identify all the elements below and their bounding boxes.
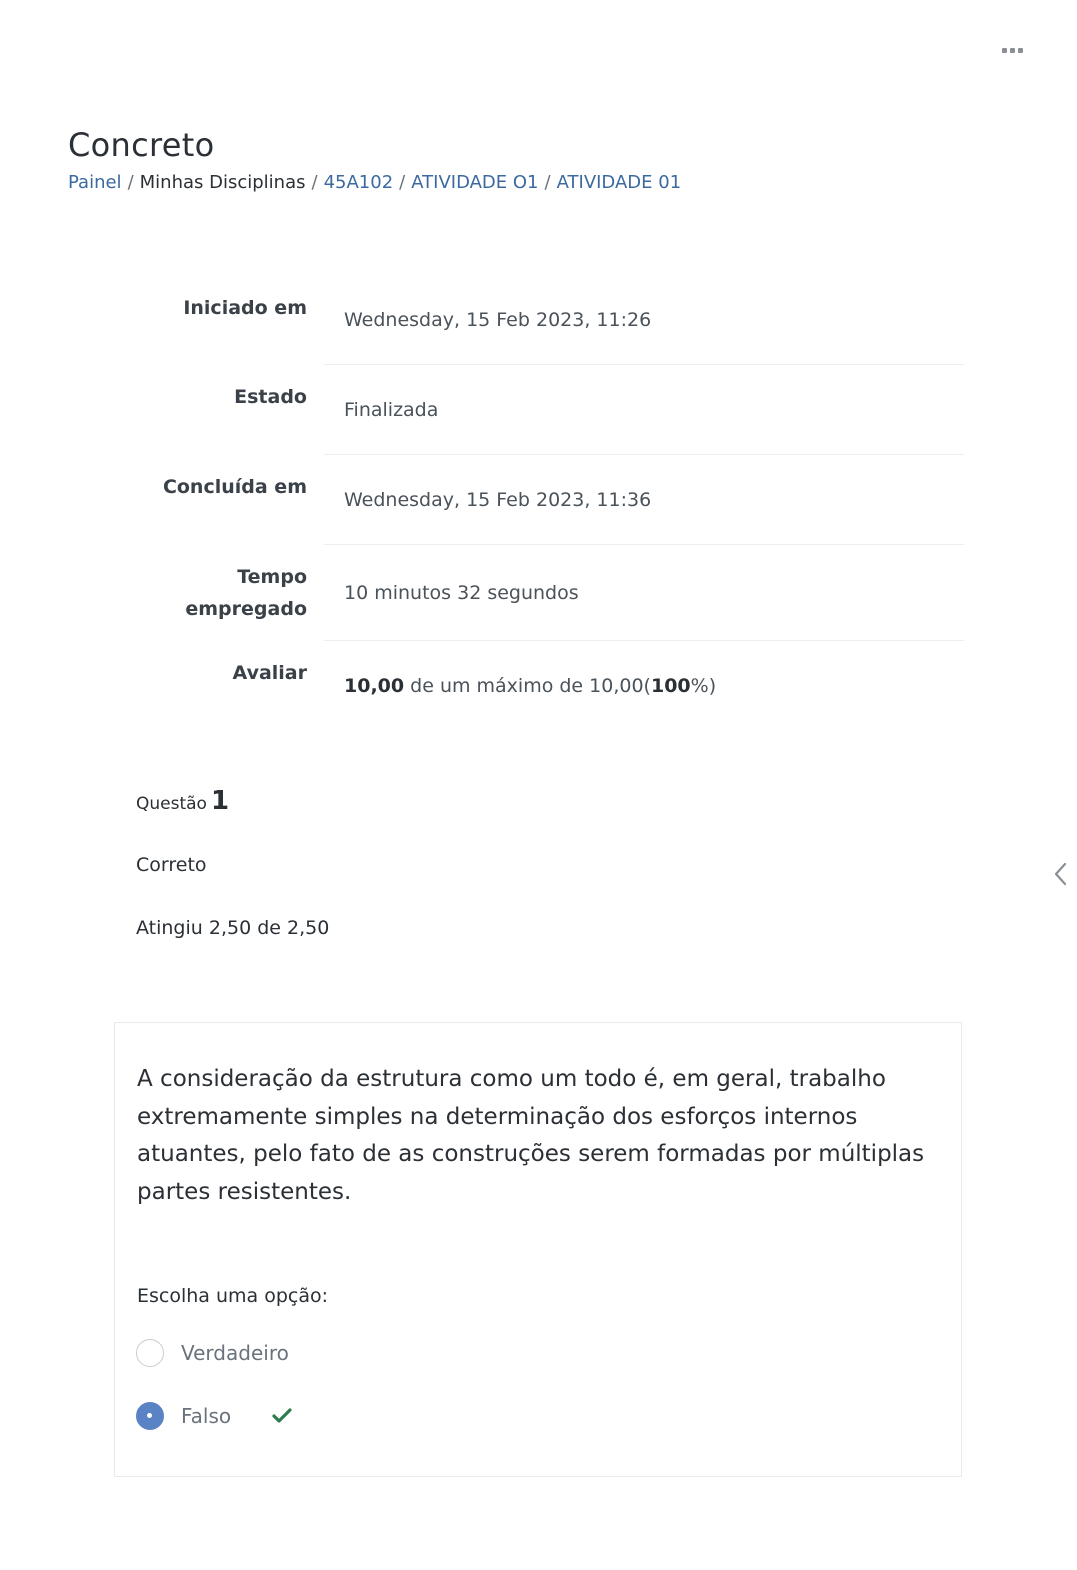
breadcrumb-activity[interactable]: ATIVIDADE 01 — [556, 172, 682, 193]
question-header-label: Questão — [136, 794, 207, 814]
radio-falso[interactable] — [136, 1402, 164, 1430]
started-value: Wednesday, 15 Feb 2023, 11:26 — [344, 309, 652, 331]
chevron-left-icon[interactable] — [1048, 860, 1074, 888]
option-verdadeiro[interactable] — [136, 1339, 289, 1367]
row-divider — [324, 544, 964, 545]
radio-verdadeiro[interactable] — [136, 1339, 164, 1367]
breadcrumb-separator: / — [127, 172, 134, 193]
breadcrumb-minhas-disciplinas: Minhas Disciplinas — [139, 172, 306, 193]
state-label: Estado — [234, 386, 307, 408]
row-divider — [324, 454, 964, 455]
breadcrumb-section[interactable]: ATIVIDADE O1 — [411, 172, 539, 193]
completed-value: Wednesday, 15 Feb 2023, 11:36 — [344, 489, 652, 511]
more-menu-button[interactable] — [998, 40, 1026, 60]
more-dot — [1002, 48, 1007, 53]
grade-label: Avaliar — [232, 662, 307, 684]
breadcrumb-separator: / — [544, 172, 551, 193]
grade-value — [344, 672, 716, 700]
page-title: Concreto — [68, 126, 215, 164]
breadcrumb-separator: / — [311, 172, 318, 193]
more-dot — [1010, 48, 1015, 53]
time-taken-label-line1: Tempo — [237, 566, 307, 588]
row-divider — [324, 640, 964, 641]
completed-label: Concluída em — [162, 476, 307, 498]
time-taken-label — [185, 561, 307, 625]
breadcrumb — [68, 170, 681, 196]
option-falso-label: Falso — [181, 1404, 232, 1428]
check-icon — [271, 1407, 293, 1425]
started-label: Iniciado em — [183, 297, 307, 319]
time-taken-label-line2: empregado — [185, 598, 307, 620]
question-text: A consideração da estrutura como um todo é, em geral, trabalho extremamente simples na determinação dos esforços internos atuantes, pelo fato de as construções serem formadas por múltiplas partes resistentes. — [137, 1066, 925, 1205]
grade-suffix: %) — [690, 675, 717, 697]
option-verdadeiro-label: Verdadeiro — [181, 1341, 289, 1365]
time-taken-value: 10 minutos 32 segundos — [344, 582, 579, 604]
breadcrumb-separator: / — [399, 172, 406, 193]
question-content-box — [114, 1022, 962, 1477]
question-state: Correto — [136, 854, 207, 876]
option-falso[interactable] — [136, 1402, 293, 1430]
more-dot — [1018, 48, 1023, 53]
question-header — [136, 786, 229, 816]
question-number: 1 — [210, 786, 230, 816]
breadcrumb-course[interactable]: 45A102 — [323, 172, 394, 193]
breadcrumb-painel[interactable]: Painel — [68, 172, 122, 193]
state-value: Finalizada — [344, 399, 439, 421]
grade-middle-text: de um máximo de 10,00( — [404, 675, 651, 697]
grade-percent: 100 — [650, 675, 691, 697]
row-divider — [324, 364, 964, 365]
answer-prompt: Escolha uma opção: — [137, 1285, 329, 1307]
question-mark: Atingiu 2,50 de 2,50 — [136, 917, 330, 939]
grade-score: 10,00 — [344, 675, 405, 697]
